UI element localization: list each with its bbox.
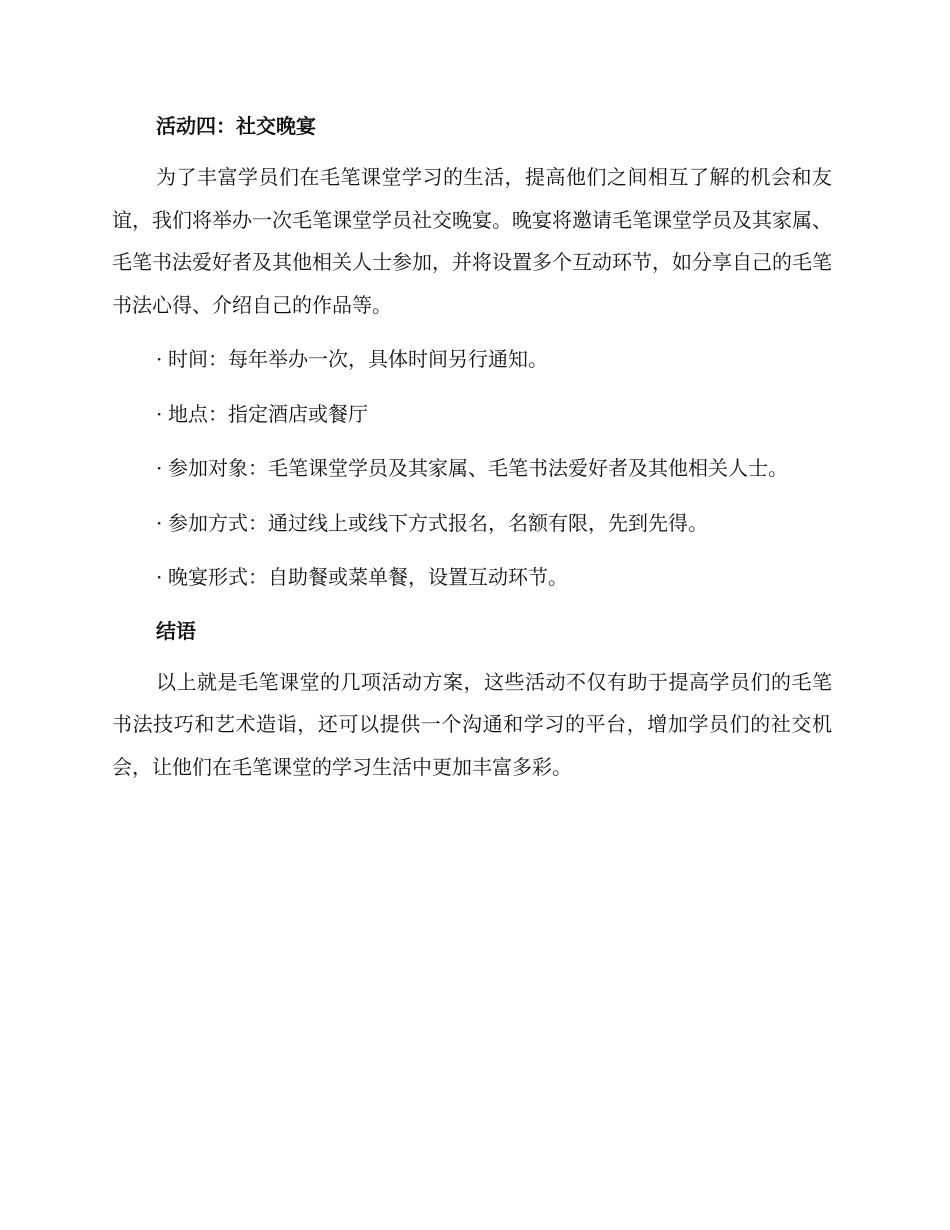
list-item-text: 参加方式：通过线上或线下方式报名，名额有限，先到先得。 — [168, 510, 708, 535]
bullet-icon: · — [156, 510, 163, 535]
section-heading-conclusion: 结语 — [156, 618, 196, 643]
list-item-location — [112, 393, 832, 436]
list-item-text: 晚宴形式：自助餐或菜单餐，设置互动环节。 — [168, 565, 568, 589]
list-item-text: 地点：指定酒店或餐厅 — [168, 401, 368, 426]
bullet-icon: · — [156, 565, 163, 589]
list-item-text: 参加对象：毛笔课堂学员及其家属、毛笔书法爱好者及其他相关人士。 — [168, 456, 788, 480]
document-page — [112, 106, 832, 800]
conclusion-paragraph: 以上就是毛笔课堂的几项活动方案，这些活动不仅有助于提高学员们的毛笔书法技巧和艺术造诣，还可以提供一个沟通和学习的平台，增加学员们的社交机会，让他们在毛笔课堂的学习生活中更加丰富多彩。 — [112, 669, 832, 779]
section-intro-paragraph: 为了丰富学员们在毛笔课堂学习的生活，提高他们之间相互了解的机会和友谊，我们将举办一次毛笔课堂学员社交晚宴。晚宴将邀请毛笔课堂学员及其家属、毛笔书法爱好者及其他相关人士参加，并将设置多个互动环节，如分享自己的毛笔书法心得、介绍自己的作品等。 — [112, 165, 832, 317]
list-item-time — [112, 338, 832, 381]
list-item-registration — [112, 502, 832, 545]
section-heading-activity-4: 活动四：社交晚宴 — [156, 114, 316, 138]
bullet-icon: · — [156, 347, 163, 371]
list-item-format — [112, 556, 832, 599]
bullet-icon: · — [156, 456, 163, 480]
list-item-participants — [112, 447, 832, 490]
bullet-icon: · — [156, 401, 163, 426]
list-item-text: 时间：每年举办一次，具体时间另行通知。 — [168, 347, 548, 371]
